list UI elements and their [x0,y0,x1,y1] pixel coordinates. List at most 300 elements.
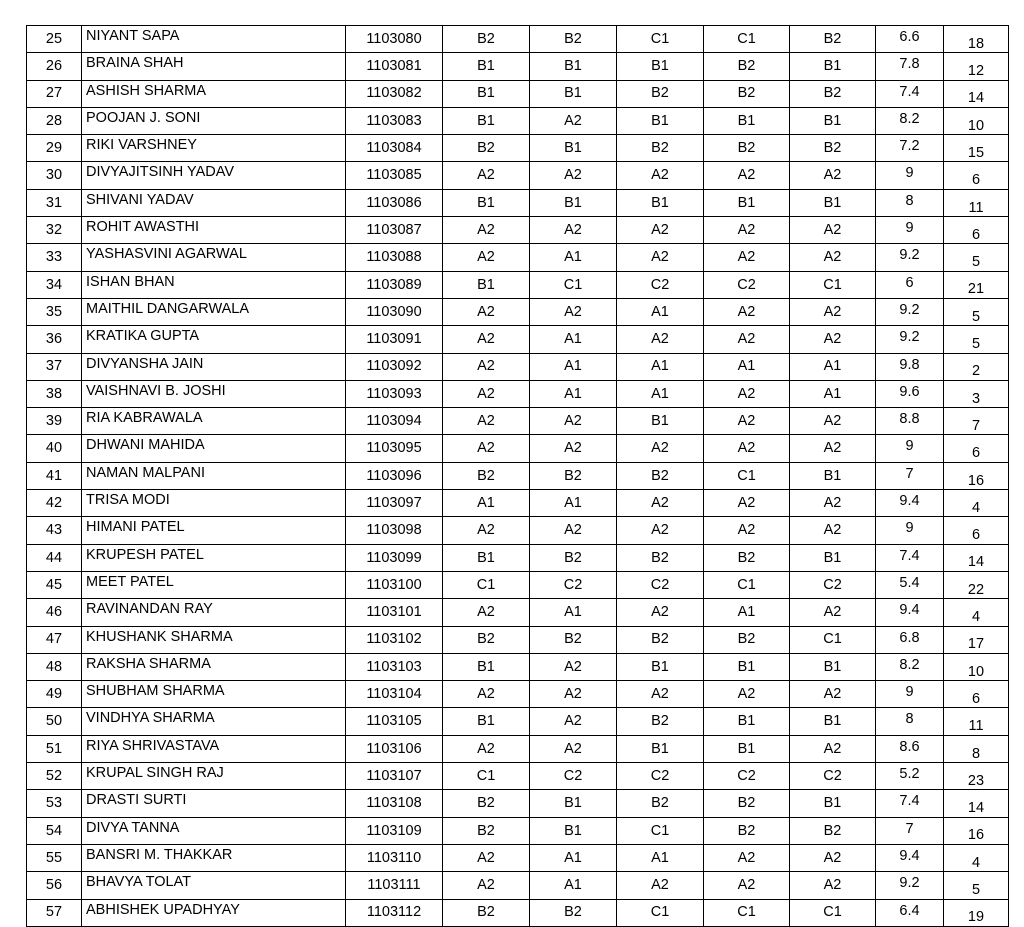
rank-cell: 12 [944,53,1009,80]
grade-subject-1-cell: A2 [443,844,530,871]
rank-cell: 7 [944,408,1009,435]
cgpa-cell: 7 [876,462,944,489]
grade-subject-2-cell: A2 [530,735,617,762]
cgpa-cell: 9 [876,217,944,244]
serial-number-cell: 36 [27,326,82,353]
table-row [27,681,1009,708]
grade-subject-1-cell: B2 [443,26,530,53]
grade-subject-5-cell: A2 [790,735,876,762]
rank-cell: 6 [944,517,1009,544]
grade-subject-4-cell: B1 [704,735,790,762]
table-row [27,217,1009,244]
roll-number-cell: 1103080 [346,26,443,53]
cgpa-cell: 6.4 [876,899,944,926]
table-row [27,626,1009,653]
grade-subject-3-cell: A2 [617,681,704,708]
table-row [27,408,1009,435]
serial-number-cell: 33 [27,244,82,271]
grade-subject-4-cell: C1 [704,462,790,489]
student-name-cell: KHUSHANK SHARMA [82,626,346,653]
student-name-cell: POOJAN J. SONI [82,107,346,134]
grade-subject-2-cell: B2 [530,544,617,571]
grade-subject-5-cell: A2 [790,244,876,271]
cgpa-cell: 9 [876,681,944,708]
grade-subject-5-cell: B2 [790,26,876,53]
serial-number-cell: 45 [27,571,82,598]
rank-cell: 10 [944,107,1009,134]
cgpa-cell: 9.2 [876,326,944,353]
table-row [27,544,1009,571]
grade-subject-2-cell: A2 [530,653,617,680]
grade-subject-2-cell: A2 [530,408,617,435]
grade-subject-1-cell: A2 [443,435,530,462]
grade-subject-2-cell: C2 [530,571,617,598]
roll-number-cell: 1103086 [346,189,443,216]
serial-number-cell: 55 [27,844,82,871]
grade-subject-4-cell: B1 [704,107,790,134]
serial-number-cell: 28 [27,107,82,134]
grade-subject-3-cell: C2 [617,571,704,598]
table-row [27,462,1009,489]
serial-number-cell: 35 [27,298,82,325]
grade-subject-3-cell: B2 [617,135,704,162]
student-name-cell: BRAINA SHAH [82,53,346,80]
serial-number-cell: 40 [27,435,82,462]
student-name-cell: VINDHYA SHARMA [82,708,346,735]
cgpa-cell: 9.8 [876,353,944,380]
table-row [27,189,1009,216]
cgpa-cell: 9 [876,517,944,544]
serial-number-cell: 25 [27,26,82,53]
student-name-cell: SHIVANI YADAV [82,189,346,216]
grade-subject-5-cell: A2 [790,326,876,353]
student-name-cell: NAMAN MALPANI [82,462,346,489]
roll-number-cell: 1103107 [346,763,443,790]
student-name-cell: DIVYAJITSINH YADAV [82,162,346,189]
grade-subject-2-cell: A1 [530,844,617,871]
table-body [27,26,1009,927]
grade-subject-4-cell: C1 [704,26,790,53]
grade-subject-5-cell: B1 [790,708,876,735]
grade-subject-4-cell: A1 [704,599,790,626]
grade-subject-3-cell: A2 [617,217,704,244]
table-row [27,517,1009,544]
rank-cell: 5 [944,326,1009,353]
grade-subject-2-cell: A1 [530,490,617,517]
grade-subject-2-cell: C1 [530,271,617,298]
grade-subject-2-cell: A1 [530,872,617,899]
student-name-cell: RIA KABRAWALA [82,408,346,435]
table-row [27,899,1009,926]
rank-cell: 6 [944,681,1009,708]
cgpa-cell: 7 [876,817,944,844]
grade-subject-2-cell: A1 [530,353,617,380]
student-name-cell: MEET PATEL [82,571,346,598]
grade-subject-3-cell: B1 [617,53,704,80]
grade-subject-1-cell: C1 [443,571,530,598]
student-name-cell: DRASTI SURTI [82,790,346,817]
roll-number-cell: 1103094 [346,408,443,435]
roll-number-cell: 1103102 [346,626,443,653]
grade-subject-1-cell: A2 [443,353,530,380]
grade-subject-5-cell: A2 [790,844,876,871]
student-name-cell: ROHIT AWASTHI [82,217,346,244]
grade-subject-2-cell: C2 [530,763,617,790]
student-name-cell: VAISHNAVI B. JOSHI [82,380,346,407]
cgpa-cell: 6.8 [876,626,944,653]
serial-number-cell: 46 [27,599,82,626]
grade-subject-5-cell: C1 [790,899,876,926]
grade-subject-1-cell: B1 [443,653,530,680]
grade-subject-4-cell: A2 [704,298,790,325]
grade-subject-1-cell: B2 [443,790,530,817]
grade-subject-5-cell: A2 [790,517,876,544]
rank-cell: 16 [944,817,1009,844]
serial-number-cell: 50 [27,708,82,735]
cgpa-cell: 9.2 [876,298,944,325]
grade-subject-1-cell: A2 [443,408,530,435]
grade-subject-3-cell: C1 [617,899,704,926]
grade-subject-1-cell: A2 [443,326,530,353]
grade-subject-5-cell: B1 [790,189,876,216]
student-name-cell: KRATIKA GUPTA [82,326,346,353]
grade-subject-5-cell: C1 [790,271,876,298]
serial-number-cell: 53 [27,790,82,817]
table-row [27,763,1009,790]
serial-number-cell: 51 [27,735,82,762]
serial-number-cell: 30 [27,162,82,189]
grade-subject-1-cell: B2 [443,899,530,926]
grade-subject-3-cell: B2 [617,80,704,107]
cgpa-cell: 5.4 [876,571,944,598]
grade-subject-5-cell: B1 [790,790,876,817]
grade-subject-1-cell: B1 [443,708,530,735]
grade-subject-4-cell: A2 [704,844,790,871]
grade-subject-4-cell: B2 [704,626,790,653]
rank-cell: 23 [944,763,1009,790]
student-name-cell: ASHISH SHARMA [82,80,346,107]
grade-subject-1-cell: A2 [443,162,530,189]
rank-cell: 5 [944,244,1009,271]
grade-subject-5-cell: B1 [790,653,876,680]
grade-subject-2-cell: A2 [530,681,617,708]
student-name-cell: NIYANT SAPA [82,26,346,53]
cgpa-cell: 5.2 [876,763,944,790]
cgpa-cell: 7.4 [876,544,944,571]
rank-cell: 14 [944,544,1009,571]
grade-subject-4-cell: A2 [704,517,790,544]
grade-subject-1-cell: B1 [443,107,530,134]
grade-subject-4-cell: C1 [704,571,790,598]
grade-subject-1-cell: A2 [443,244,530,271]
table-row [27,490,1009,517]
grade-subject-2-cell: B1 [530,135,617,162]
grade-subject-5-cell: A1 [790,353,876,380]
roll-number-cell: 1103089 [346,271,443,298]
grade-subject-1-cell: B2 [443,135,530,162]
roll-number-cell: 1103083 [346,107,443,134]
cgpa-cell: 9 [876,162,944,189]
table-row [27,107,1009,134]
grade-subject-2-cell: B1 [530,189,617,216]
rank-cell: 5 [944,872,1009,899]
cgpa-cell: 8 [876,708,944,735]
cgpa-cell: 8.8 [876,408,944,435]
grade-subject-4-cell: B2 [704,544,790,571]
table-row [27,571,1009,598]
grade-subject-4-cell: A2 [704,162,790,189]
student-name-cell: ISHAN BHAN [82,271,346,298]
grade-subject-1-cell: A2 [443,599,530,626]
cgpa-cell: 9.4 [876,490,944,517]
grade-subject-5-cell: B1 [790,107,876,134]
serial-number-cell: 56 [27,872,82,899]
cgpa-cell: 8 [876,189,944,216]
grade-subject-2-cell: A2 [530,517,617,544]
grade-subject-4-cell: C2 [704,271,790,298]
table-row [27,653,1009,680]
rank-cell: 16 [944,462,1009,489]
grade-subject-5-cell: A2 [790,408,876,435]
cgpa-cell: 7.4 [876,790,944,817]
grade-subject-2-cell: A1 [530,244,617,271]
grade-subject-3-cell: B1 [617,107,704,134]
roll-number-cell: 1103088 [346,244,443,271]
table-row [27,872,1009,899]
table-row [27,53,1009,80]
cgpa-cell: 8.6 [876,735,944,762]
serial-number-cell: 39 [27,408,82,435]
grade-subject-3-cell: A2 [617,244,704,271]
grade-subject-4-cell: A1 [704,353,790,380]
serial-number-cell: 47 [27,626,82,653]
grade-subject-4-cell: A2 [704,244,790,271]
grade-subject-3-cell: A2 [617,435,704,462]
serial-number-cell: 34 [27,271,82,298]
rank-cell: 4 [944,599,1009,626]
grade-subject-3-cell: B2 [617,544,704,571]
grade-subject-3-cell: B1 [617,653,704,680]
grade-subject-4-cell: B2 [704,135,790,162]
cgpa-cell: 8.2 [876,107,944,134]
grade-subject-4-cell: B2 [704,817,790,844]
student-name-cell: BANSRI M. THAKKAR [82,844,346,871]
rank-cell: 21 [944,271,1009,298]
serial-number-cell: 38 [27,380,82,407]
grade-subject-2-cell: A2 [530,162,617,189]
cgpa-cell: 9 [876,435,944,462]
rank-cell: 6 [944,435,1009,462]
grade-subject-4-cell: A2 [704,217,790,244]
grade-subject-2-cell: B2 [530,26,617,53]
roll-number-cell: 1103095 [346,435,443,462]
rank-cell: 8 [944,735,1009,762]
student-name-cell: RAVINANDAN RAY [82,599,346,626]
serial-number-cell: 54 [27,817,82,844]
roll-number-cell: 1103096 [346,462,443,489]
roll-number-cell: 1103100 [346,571,443,598]
grade-subject-5-cell: A2 [790,217,876,244]
grade-subject-5-cell: A2 [790,490,876,517]
rank-cell: 11 [944,708,1009,735]
grade-subject-3-cell: A2 [617,490,704,517]
grade-subject-2-cell: B1 [530,817,617,844]
roll-number-cell: 1103099 [346,544,443,571]
serial-number-cell: 37 [27,353,82,380]
grade-subject-3-cell: A2 [617,326,704,353]
serial-number-cell: 31 [27,189,82,216]
grade-subject-5-cell: C2 [790,571,876,598]
student-name-cell: RIYA SHRIVASTAVA [82,735,346,762]
roll-number-cell: 1103097 [346,490,443,517]
rank-cell: 22 [944,571,1009,598]
table-row [27,298,1009,325]
cgpa-cell: 7.4 [876,80,944,107]
grade-subject-1-cell: B2 [443,462,530,489]
grade-subject-1-cell: A2 [443,298,530,325]
roll-number-cell: 1103108 [346,790,443,817]
grade-subject-5-cell: C1 [790,626,876,653]
grade-subject-1-cell: B2 [443,817,530,844]
grade-subject-2-cell: B1 [530,53,617,80]
grade-subject-1-cell: A1 [443,490,530,517]
grade-subject-3-cell: C2 [617,763,704,790]
grade-subject-5-cell: A2 [790,435,876,462]
grade-subject-2-cell: A1 [530,380,617,407]
grade-subject-3-cell: C1 [617,26,704,53]
grade-subject-3-cell: A1 [617,353,704,380]
student-name-cell: RAKSHA SHARMA [82,653,346,680]
grade-subject-2-cell: A1 [530,599,617,626]
table-row [27,844,1009,871]
grade-subject-3-cell: A2 [617,599,704,626]
rank-cell: 18 [944,26,1009,53]
grade-subject-5-cell: A2 [790,162,876,189]
student-name-cell: ABHISHEK UPADHYAY [82,899,346,926]
grade-subject-5-cell: B2 [790,135,876,162]
grade-subject-3-cell: A2 [617,872,704,899]
table-row [27,271,1009,298]
grade-subject-4-cell: B2 [704,80,790,107]
student-name-cell: KRUPAL SINGH RAJ [82,763,346,790]
roll-number-cell: 1103087 [346,217,443,244]
student-name-cell: BHAVYA TOLAT [82,872,346,899]
grade-subject-3-cell: B1 [617,735,704,762]
rank-cell: 14 [944,80,1009,107]
rank-cell: 4 [944,844,1009,871]
grade-subject-4-cell: A2 [704,872,790,899]
rank-cell: 14 [944,790,1009,817]
rank-cell: 19 [944,899,1009,926]
student-name-cell: DIVYANSHA JAIN [82,353,346,380]
roll-number-cell: 1103092 [346,353,443,380]
grade-subject-1-cell: A2 [443,681,530,708]
grade-subject-1-cell: B1 [443,271,530,298]
student-name-cell: TRISA MODI [82,490,346,517]
table-row [27,599,1009,626]
rank-cell: 10 [944,653,1009,680]
grade-subject-3-cell: A1 [617,844,704,871]
serial-number-cell: 52 [27,763,82,790]
grade-subject-1-cell: A2 [443,380,530,407]
table-row [27,435,1009,462]
results-table [26,25,1009,927]
table-row [27,790,1009,817]
grade-subject-1-cell: A2 [443,872,530,899]
grade-subject-5-cell: B2 [790,817,876,844]
grade-subject-4-cell: B2 [704,53,790,80]
student-name-cell: MAITHIL DANGARWALA [82,298,346,325]
grade-subject-3-cell: B2 [617,708,704,735]
roll-number-cell: 1103105 [346,708,443,735]
student-name-cell: YASHASVINI AGARWAL [82,244,346,271]
grade-subject-3-cell: B2 [617,626,704,653]
serial-number-cell: 26 [27,53,82,80]
table-row [27,380,1009,407]
grade-subject-5-cell: C2 [790,763,876,790]
grade-subject-4-cell: B1 [704,708,790,735]
grade-subject-1-cell: B1 [443,53,530,80]
grade-subject-1-cell: B1 [443,189,530,216]
grade-subject-5-cell: A2 [790,599,876,626]
grade-subject-4-cell: C2 [704,763,790,790]
roll-number-cell: 1103085 [346,162,443,189]
grade-subject-1-cell: B1 [443,80,530,107]
serial-number-cell: 41 [27,462,82,489]
grade-subject-2-cell: A1 [530,326,617,353]
grade-subject-2-cell: B1 [530,80,617,107]
grade-subject-2-cell: A2 [530,435,617,462]
grade-subject-4-cell: A2 [704,490,790,517]
serial-number-cell: 42 [27,490,82,517]
rank-cell: 17 [944,626,1009,653]
serial-number-cell: 43 [27,517,82,544]
grade-subject-5-cell: A2 [790,872,876,899]
grade-subject-2-cell: B2 [530,462,617,489]
serial-number-cell: 32 [27,217,82,244]
grade-subject-3-cell: B1 [617,189,704,216]
roll-number-cell: 1103110 [346,844,443,871]
student-name-cell: SHUBHAM SHARMA [82,681,346,708]
table-row [27,162,1009,189]
student-name-cell: DIVYA TANNA [82,817,346,844]
table-row [27,26,1009,53]
roll-number-cell: 1103082 [346,80,443,107]
grade-subject-5-cell: A2 [790,681,876,708]
cgpa-cell: 8.2 [876,653,944,680]
grade-subject-5-cell: A2 [790,298,876,325]
student-name-cell: HIMANI PATEL [82,517,346,544]
grade-subject-1-cell: A2 [443,735,530,762]
serial-number-cell: 29 [27,135,82,162]
grade-subject-4-cell: B1 [704,653,790,680]
roll-number-cell: 1103098 [346,517,443,544]
grade-subject-1-cell: B1 [443,544,530,571]
grade-subject-2-cell: A2 [530,708,617,735]
grade-subject-2-cell: A2 [530,217,617,244]
grade-subject-3-cell: C1 [617,817,704,844]
serial-number-cell: 57 [27,899,82,926]
student-name-cell: DHWANI MAHIDA [82,435,346,462]
grade-subject-4-cell: B2 [704,790,790,817]
roll-number-cell: 1103081 [346,53,443,80]
grade-subject-2-cell: A2 [530,298,617,325]
table-row [27,708,1009,735]
table-row [27,326,1009,353]
cgpa-cell: 9.2 [876,872,944,899]
table-row [27,817,1009,844]
grade-subject-5-cell: B2 [790,80,876,107]
